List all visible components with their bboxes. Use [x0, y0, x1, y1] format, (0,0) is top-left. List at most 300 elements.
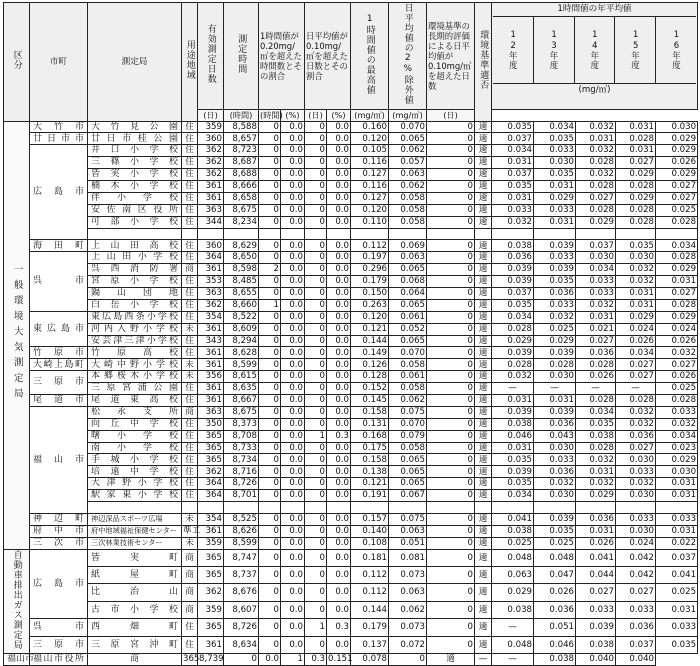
- value-cell: 0: [259, 287, 281, 299]
- header-annual-unit: (mg/㎥): [493, 83, 696, 97]
- compliance-cell: 適: [475, 240, 492, 252]
- value-cell: 8,628: [224, 347, 259, 359]
- value-cell: 0.036: [576, 513, 616, 525]
- value-cell: 0: [305, 442, 327, 454]
- city-cell: 大崎上島町: [30, 359, 88, 371]
- zone-cell: 商: [182, 549, 198, 566]
- value-cell: 0.065: [389, 454, 427, 466]
- zone-cell: 住: [182, 347, 198, 359]
- value-cell: 0.035: [576, 418, 616, 430]
- value-cell: 0.037: [492, 287, 534, 299]
- city-cell: 大竹市: [30, 121, 88, 133]
- value-cell: 8,525: [224, 513, 259, 525]
- compliance-cell: 適: [475, 157, 492, 169]
- value-cell: [492, 502, 534, 514]
- value-cell: 0.039: [492, 264, 534, 276]
- zone-cell: 住: [182, 276, 198, 288]
- value-cell: 0.035: [534, 169, 576, 181]
- value-cell: 0.032: [576, 121, 616, 133]
- value-cell: 0.062: [389, 180, 427, 192]
- value-cell: 8,485: [224, 276, 259, 288]
- value-cell: 0.031: [492, 192, 534, 204]
- value-cell: 0: [427, 466, 475, 478]
- value-cell: 0.116: [351, 180, 389, 192]
- site-name: 尾道東高校: [88, 394, 182, 406]
- value-cell: 362: [198, 299, 224, 311]
- value-cell: 0.0: [281, 157, 305, 169]
- value-cell: 0.029: [576, 490, 616, 502]
- value-cell: 0.027: [576, 335, 616, 347]
- city-cell: 呉市: [30, 619, 88, 636]
- site-name: 南小学校: [88, 442, 182, 454]
- value-cell: 8,635: [224, 383, 259, 395]
- value-cell: 361: [198, 192, 224, 204]
- value-cell: 0.034: [656, 240, 698, 252]
- compliance-cell: 適: [475, 601, 492, 618]
- compliance-cell: 適: [475, 454, 492, 466]
- site-name: 伴小学校: [88, 192, 182, 204]
- table-row: [4, 454, 698, 466]
- value-cell: 0: [427, 584, 475, 601]
- value-cell: 0: [305, 311, 327, 323]
- value-cell: 0.036: [616, 619, 656, 636]
- site-name: 安佐南区役所: [88, 204, 182, 216]
- site-name: 培遠中学校: [88, 466, 182, 478]
- value-cell: 0: [305, 335, 327, 347]
- zone-cell: 未: [182, 537, 198, 549]
- value-cell: 0: [305, 287, 327, 299]
- compliance-cell: 適: [475, 394, 492, 406]
- header-year-14: 14年度: [575, 17, 616, 83]
- value-cell: 8,688: [224, 169, 259, 181]
- value-cell: 0.062: [389, 601, 427, 618]
- value-cell: 0: [259, 549, 281, 566]
- site-name: 安芸津三津小学校: [88, 335, 182, 347]
- value-cell: 0: [259, 145, 281, 157]
- value-cell: 0.0: [281, 335, 305, 347]
- site-name: 西畑町: [88, 619, 182, 636]
- value-cell: 0: [305, 466, 327, 478]
- value-cell: 0.028: [616, 216, 656, 228]
- value-cell: 0.033: [656, 513, 698, 525]
- value-cell: 8,599: [224, 359, 259, 371]
- value-cell: 0.0: [281, 192, 305, 204]
- value-cell: 0.037: [576, 240, 616, 252]
- value-cell: 0.025: [534, 537, 576, 549]
- table-row: [4, 549, 698, 566]
- zone-cell: 住: [182, 418, 198, 430]
- value-cell: 0.027: [656, 359, 698, 371]
- value-cell: 0: [305, 299, 327, 311]
- value-cell: 1: [305, 430, 327, 442]
- value-cell: 0.0: [281, 549, 305, 566]
- city-cell: 三原市: [30, 636, 88, 653]
- value-cell: 0.028: [656, 394, 698, 406]
- value-cell: 365: [198, 566, 224, 583]
- value-cell: 0: [427, 406, 475, 418]
- compliance-cell: 適: [475, 252, 492, 264]
- value-cell: 0: [427, 323, 475, 335]
- value-cell: 0.140: [351, 525, 389, 537]
- value-cell: 0.0: [281, 383, 305, 395]
- zone-cell: 住: [182, 636, 198, 653]
- value-cell: 0.026: [656, 335, 698, 347]
- unit-over-hours-pct: (%): [281, 109, 305, 121]
- site-name: 大津野小学校: [88, 478, 182, 490]
- header-long-term: 環境基準の長期的評価による日平均値が0.10mg/㎥を超えた日数: [427, 3, 475, 110]
- value-cell: 0.0: [281, 299, 305, 311]
- value-cell: 0.058: [389, 359, 427, 371]
- value-cell: 0: [305, 169, 327, 181]
- value-cell: 0: [259, 192, 281, 204]
- value-cell: [576, 228, 616, 240]
- value-cell: 0.065: [389, 478, 427, 490]
- value-cell: 0.0: [327, 347, 351, 359]
- value-cell: 361: [198, 525, 224, 537]
- value-cell: 0: [305, 180, 327, 192]
- value-cell: 0.0: [327, 525, 351, 537]
- site-name: 紙屋町: [88, 566, 182, 583]
- value-cell: 364: [198, 478, 224, 490]
- compliance-cell: 適: [475, 192, 492, 204]
- compliance-cell: 適: [475, 466, 492, 478]
- compliance-cell: 適: [475, 490, 492, 502]
- value-cell: 0.038: [492, 418, 534, 430]
- site-name: 古市小学校: [88, 601, 182, 618]
- value-cell: 0.028: [656, 216, 698, 228]
- value-cell: 0.039: [492, 347, 534, 359]
- category-cell: [4, 549, 30, 654]
- table-row: [4, 442, 698, 454]
- value-cell: 0.063: [492, 566, 534, 583]
- value-cell: 0.030: [534, 371, 576, 383]
- value-cell: 0.032: [576, 478, 616, 490]
- value-cell: 0.033: [576, 601, 616, 618]
- value-cell: 0.031: [656, 601, 698, 618]
- value-cell: 0.027: [616, 584, 656, 601]
- site-name: [88, 502, 182, 514]
- value-cell: 0: [305, 394, 327, 406]
- value-cell: 0.033: [534, 299, 576, 311]
- value-cell: 361: [198, 264, 224, 276]
- value-cell: 0.0: [327, 145, 351, 157]
- table-row: [4, 636, 698, 653]
- zone-cell: 商: [88, 654, 182, 666]
- zone-cell: 住: [182, 204, 198, 216]
- value-cell: 8,634: [224, 636, 259, 653]
- value-cell: 0.175: [351, 442, 389, 454]
- site-name: 呉西消防署: [88, 264, 182, 276]
- compliance-cell: 適: [475, 347, 492, 359]
- value-cell: [389, 228, 427, 240]
- value-cell: 0: [305, 359, 327, 371]
- value-cell: 0: [427, 513, 475, 525]
- value-cell: 0.073: [389, 566, 427, 583]
- value-cell: 0.032: [534, 311, 576, 323]
- value-cell: 0: [305, 252, 327, 264]
- value-cell: 0.0: [327, 240, 351, 252]
- value-cell: 0.145: [351, 394, 389, 406]
- value-cell: 8,666: [224, 180, 259, 192]
- value-cell: 0.031: [576, 311, 616, 323]
- value-cell: 0: [259, 406, 281, 418]
- value-cell: 0: [305, 584, 327, 601]
- value-cell: 0.032: [616, 418, 656, 430]
- zone-cell: 住: [182, 121, 198, 133]
- value-cell: 0: [305, 513, 327, 525]
- table-row: [4, 252, 698, 264]
- value-cell: 8,660: [224, 299, 259, 311]
- compliance-cell: 適: [475, 371, 492, 383]
- value-cell: 0: [427, 335, 475, 347]
- value-cell: 361: [198, 383, 224, 395]
- value-cell: 0.0: [327, 406, 351, 418]
- value-cell: 0.024: [656, 323, 698, 335]
- value-cell: 0.026: [616, 335, 656, 347]
- value-cell: [259, 502, 281, 514]
- value-cell: 0.039: [534, 513, 576, 525]
- value-cell: 359: [198, 121, 224, 133]
- value-cell: 0.058: [389, 204, 427, 216]
- value-cell: 0.048: [492, 636, 534, 653]
- value-cell: 0.033: [534, 252, 576, 264]
- value-cell: 0: [427, 418, 475, 430]
- value-cell: 0.065: [389, 133, 427, 145]
- value-cell: 0: [259, 490, 281, 502]
- value-cell: 0: [259, 240, 281, 252]
- value-cell: [198, 228, 224, 240]
- compliance-cell: 適: [475, 133, 492, 145]
- value-cell: 0.028: [576, 394, 616, 406]
- value-cell: 0: [259, 430, 281, 442]
- value-cell: 0.065: [389, 299, 427, 311]
- value-cell: 0.046: [492, 430, 534, 442]
- table-row: [4, 525, 698, 537]
- zone-cell: 商: [182, 601, 198, 618]
- table-row: [4, 584, 698, 601]
- compliance-cell: 適: [475, 406, 492, 418]
- compliance-cell: 適: [475, 204, 492, 216]
- value-cell: 0.137: [351, 636, 389, 653]
- zone-cell: 住: [182, 133, 198, 145]
- value-cell: 0.031: [656, 490, 698, 502]
- value-cell: 0.030: [534, 490, 576, 502]
- value-cell: 0: [427, 311, 475, 323]
- value-cell: 0.037: [656, 549, 698, 566]
- zone-cell: 住: [182, 454, 198, 466]
- value-cell: 0.0: [327, 549, 351, 566]
- value-cell: 0.036: [534, 418, 576, 430]
- value-cell: [576, 502, 616, 514]
- value-cell: 0.032: [492, 371, 534, 383]
- value-cell: 0: [305, 347, 327, 359]
- value-cell: 0.030: [656, 466, 698, 478]
- value-cell: 0.0: [327, 636, 351, 653]
- site-name: 皆実町: [88, 549, 182, 566]
- value-cell: 0: [305, 216, 327, 228]
- value-cell: 0.0: [281, 525, 305, 537]
- value-cell: 363: [198, 406, 224, 418]
- city-cell: 廿日市市: [30, 133, 88, 145]
- value-cell: [616, 228, 656, 240]
- value-cell: 359: [198, 601, 224, 618]
- value-cell: 0: [259, 418, 281, 430]
- value-cell: 0.179: [351, 276, 389, 288]
- city-cell: 竹原市: [30, 347, 88, 359]
- zone-cell: 住: [182, 619, 198, 636]
- value-cell: 0: [427, 383, 475, 395]
- value-cell: 0.0: [281, 276, 305, 288]
- value-cell: 0: [427, 359, 475, 371]
- value-cell: 0.0: [281, 442, 305, 454]
- value-cell: 0.058: [389, 442, 427, 454]
- value-cell: 8,234: [224, 216, 259, 228]
- value-cell: 0.036: [616, 430, 656, 442]
- table-row: [4, 347, 698, 359]
- zone-cell: 住: [182, 240, 198, 252]
- value-cell: 8,675: [224, 204, 259, 216]
- value-cell: 0: [259, 383, 281, 395]
- value-cell: 0.0: [327, 478, 351, 490]
- table-row: [4, 204, 698, 216]
- value-cell: 0.063: [389, 584, 427, 601]
- value-cell: 0: [427, 204, 475, 216]
- compliance-cell: [475, 502, 492, 514]
- value-cell: 0.127: [351, 192, 389, 204]
- value-cell: 0.0: [259, 654, 281, 666]
- value-cell: 0.036: [534, 287, 576, 299]
- value-cell: 354: [198, 311, 224, 323]
- value-cell: 0.181: [351, 549, 389, 566]
- value-cell: 0.072: [389, 636, 427, 653]
- value-cell: 0.0: [281, 619, 305, 636]
- value-cell: 0.029: [656, 311, 698, 323]
- value-cell: 0.0: [281, 371, 305, 383]
- compliance-cell: 適: [475, 359, 492, 371]
- table-row: [4, 371, 698, 383]
- value-cell: 0.033: [616, 466, 656, 478]
- value-cell: 0: [427, 299, 475, 311]
- value-cell: 0.0: [327, 216, 351, 228]
- value-cell: 0.0: [327, 264, 351, 276]
- value-cell: 0: [259, 204, 281, 216]
- site-name: 白岳小学校: [88, 299, 182, 311]
- value-cell: 0.058: [389, 383, 427, 395]
- value-cell: 0: [259, 252, 281, 264]
- compliance-cell: 適: [475, 478, 492, 490]
- value-cell: 0: [427, 442, 475, 454]
- value-cell: 8,607: [224, 601, 259, 618]
- value-cell: 0: [427, 192, 475, 204]
- unit-over-hours: (時間): [260, 109, 283, 120]
- site-name: 大崎中野小学校: [88, 359, 182, 371]
- value-cell: 0.062: [389, 394, 427, 406]
- site-name: 三篠小学校: [88, 157, 182, 169]
- value-cell: 0: [427, 490, 475, 502]
- value-cell: 0.034: [492, 145, 534, 157]
- value-cell: 0.031: [616, 299, 656, 311]
- table-row: [4, 466, 698, 478]
- header-annual-avg-title: 1時間値の年平均値: [493, 3, 696, 17]
- value-cell: 0.131: [351, 418, 389, 430]
- site-name: 三原宮沖町: [88, 636, 182, 653]
- value-cell: 0.065: [389, 335, 427, 347]
- value-cell: 0: [305, 276, 327, 288]
- value-cell: 0: [305, 525, 327, 537]
- value-cell: 0.031: [492, 394, 534, 406]
- value-cell: 0.0: [281, 240, 305, 252]
- value-cell: 0: [305, 204, 327, 216]
- value-cell: 0.033: [534, 454, 576, 466]
- value-cell: 0.0: [327, 204, 351, 216]
- value-cell: 0.0: [327, 276, 351, 288]
- value-cell: 0.151: [328, 654, 353, 665]
- value-cell: 0.126: [351, 359, 389, 371]
- value-cell: 0.035: [492, 478, 534, 490]
- value-cell: 0.0: [281, 454, 305, 466]
- value-cell: 0.3: [327, 619, 351, 636]
- value-cell: 0.036: [534, 466, 576, 478]
- value-cell: 363: [198, 204, 224, 216]
- header-site: 測定局: [88, 3, 182, 122]
- site-name: 鍋山団地: [88, 287, 182, 299]
- value-cell: 0.039: [492, 466, 534, 478]
- value-cell: 0.0: [327, 566, 351, 583]
- value-cell: 0.027: [656, 180, 698, 192]
- value-cell: 0.030: [656, 121, 698, 133]
- value-cell: 0.033: [576, 276, 616, 288]
- value-cell: 0.062: [389, 145, 427, 157]
- value-cell: 0.035: [656, 636, 698, 653]
- value-cell: 0.0: [281, 121, 305, 133]
- value-cell: 1: [281, 654, 305, 666]
- value-cell: 0.030: [576, 252, 616, 264]
- value-cell: 0: [259, 323, 281, 335]
- zone-cell: 商: [182, 406, 198, 418]
- value-cell: 0.031: [576, 466, 616, 478]
- value-cell: 0.048: [492, 549, 534, 566]
- value-cell: 0.052: [389, 323, 427, 335]
- compliance-cell: 適: [475, 636, 492, 653]
- value-cell: 8,675: [224, 406, 259, 418]
- value-cell: 0.034: [534, 121, 576, 133]
- site-name: 向丘中学校: [88, 418, 182, 430]
- value-cell: 362: [198, 584, 224, 601]
- value-cell: 0.0: [281, 584, 305, 601]
- value-cell: 8,723: [224, 145, 259, 157]
- site-name: 河内入野小学校: [88, 323, 182, 335]
- value-cell: 0.029: [616, 169, 656, 181]
- value-cell: 0.029: [616, 311, 656, 323]
- value-cell: 0.0: [327, 323, 351, 335]
- city-cell: 尾道市: [30, 394, 88, 406]
- value-cell: 0.031: [492, 442, 534, 454]
- value-cell: 0.035: [492, 454, 534, 466]
- value-cell: 0.070: [389, 121, 427, 133]
- value-cell: 8,716: [224, 466, 259, 478]
- value-cell: 0.0: [327, 513, 351, 525]
- site-name: 東広島西条小学校: [88, 311, 182, 323]
- compliance-cell: 適: [475, 430, 492, 442]
- zone-cell: 住: [182, 466, 198, 478]
- value-cell: 0.042: [616, 566, 656, 583]
- value-cell: 0.0: [327, 335, 351, 347]
- value-cell: 0: [305, 566, 327, 583]
- value-cell: 0: [305, 383, 327, 395]
- value-cell: 8,747: [224, 549, 259, 566]
- value-cell: 0: [427, 252, 475, 264]
- table-row: [4, 299, 698, 311]
